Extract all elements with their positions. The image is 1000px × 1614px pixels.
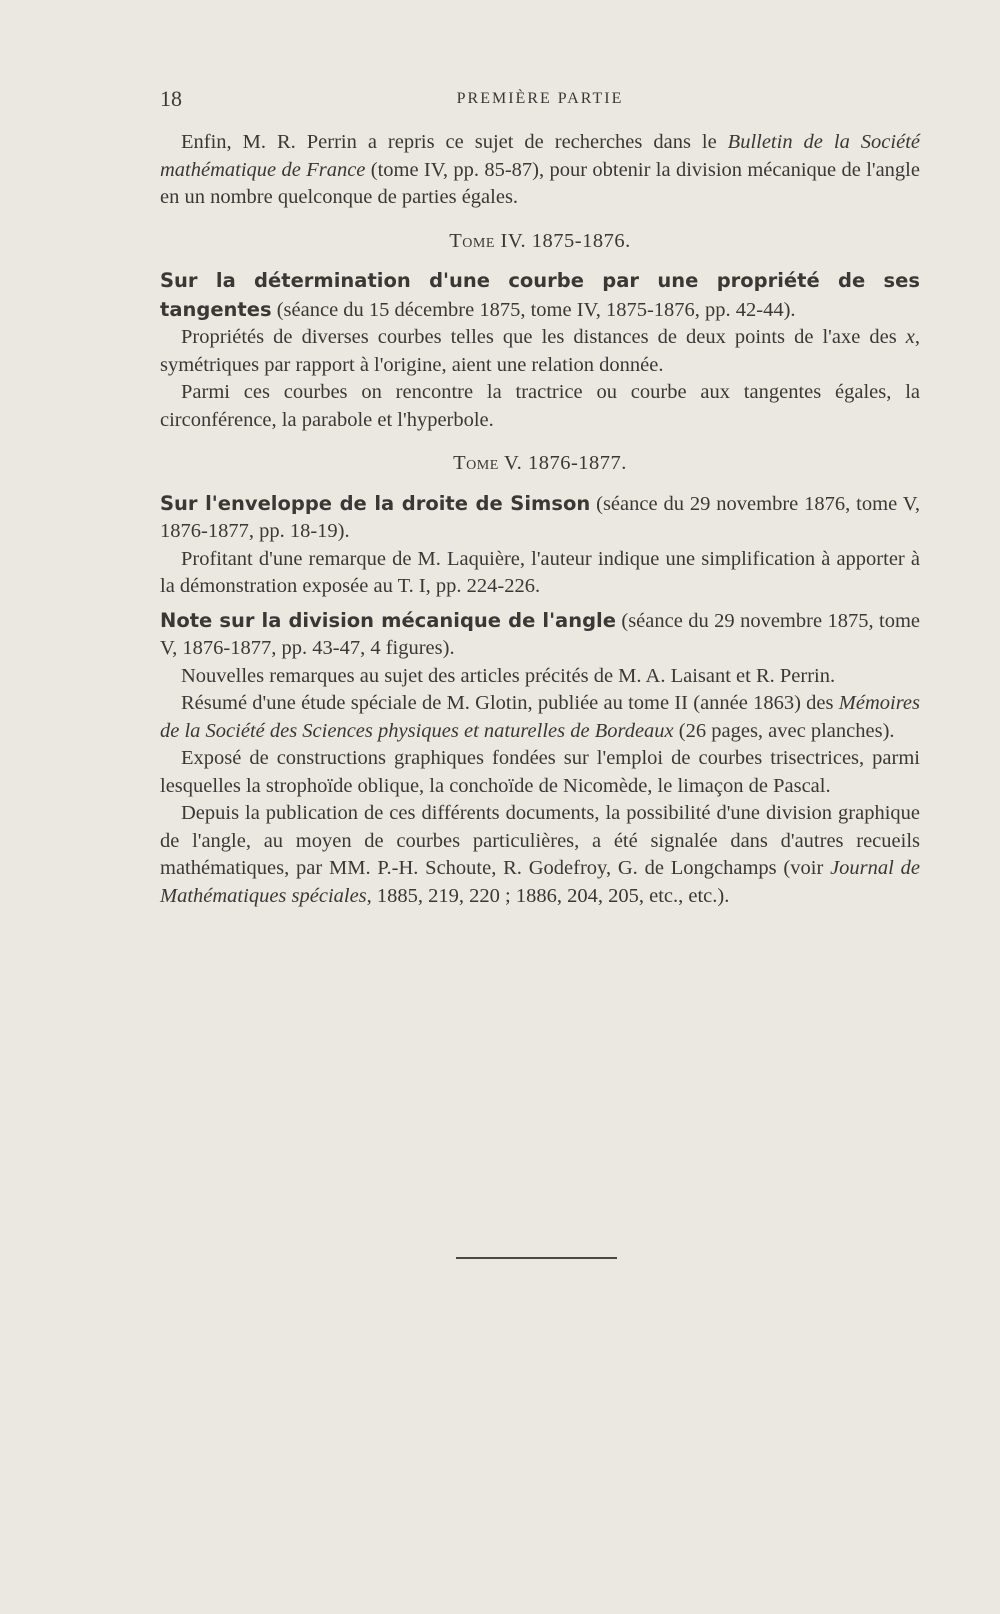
page-body xyxy=(160,129,920,910)
intro-paragraph: Enfin, M. R. Perrin a repris ce sujet de recherches dans le Bulletin de la Société mathématique de France (tome IV, pp. 85-87), pour obtenir la division mécanique de l'angle en un nombre quelconque de parties égales. xyxy=(160,131,920,208)
summary-paragraph: Parmi ces courbes on rencontre la tractrice ou courbe aux tangentes égales, la circonférence, la parabole et l'hyperbole. xyxy=(160,381,920,431)
section-divider xyxy=(456,1257,617,1259)
page-header xyxy=(160,86,920,116)
article-entry xyxy=(160,607,920,663)
article-title: Sur l'enveloppe de la droite de Simson xyxy=(160,491,591,515)
journal-title: Bulletin de la Société mathématique de France xyxy=(160,131,920,181)
article-reference: (séance du 15 décembre 1875, tome IV, 1875-1876, pp. 42-44). xyxy=(271,298,796,321)
tome-heading-v: Tome V. 1876-1877. xyxy=(453,452,627,474)
summary-paragraph: Exposé de constructions graphiques fondées sur l'emploi de courbes trisectrices, parmi lesquelles la strophoïde oblique, la conchoïde de Nicomède, le limaçon de Pascal. xyxy=(160,747,920,797)
summary-paragraph: Nouvelles remarques au sujet des articles précités de M. A. Laisant et R. Perrin. xyxy=(181,664,836,687)
summary-paragraph: Résumé d'une étude spéciale de M. Glotin, publiée au tome II (année 1863) des Mémoires de la Société des Sciences physiques et naturelles de Bordeaux (26 pages, avec planches). xyxy=(160,692,920,742)
journal-title: Mémoires de la Société des Sciences physiques et naturelles de Bordeaux xyxy=(160,692,920,742)
summary-paragraph: Profitant d'une remarque de M. Laquière, l'auteur indique une simplification à apporter à la démonstration exposée au T. I, pp. 224-226. xyxy=(160,547,920,597)
tome-heading-iv: Tome IV. 1875-1876. xyxy=(449,229,631,252)
summary-paragraph: Depuis la publication de ces différents documents, la possibilité d'une division graphique de l'angle, au moyen de courbes particulières, a été signalée dans d'autres recueils mathématiques, par MM. P.-H. Schoute, R. Godefroy, G. de Longchamps (voir Journal de Mathématiques spéciales, 1885, 219, 220 ; 1886, 204, 205, etc., etc.). xyxy=(160,802,920,907)
article-title: Sur la détermination d'une courbe par une propriété de ses tangentes xyxy=(160,269,920,321)
running-title: PREMIÈRE PARTIE xyxy=(456,90,624,107)
article-entry xyxy=(160,490,920,546)
page-number: 18 xyxy=(160,86,182,111)
journal-title: Journal de Mathématiques spéciales xyxy=(160,857,920,907)
article-reference: (séance du 29 novembre 1876, tome V, 1876-1877, pp. 18-19). xyxy=(160,492,920,542)
article-title: Note sur la division mécanique de l'angle xyxy=(160,608,616,632)
article-reference: (séance du 29 novembre 1875, tome V, 1876-1877, pp. 43-47, 4 figures). xyxy=(160,609,920,659)
article-entry xyxy=(160,267,920,324)
summary-paragraph: Propriétés de diverses courbes telles que les distances de deux points de l'axe des x, symétriques par rapport à l'origine, aient une relation donnée. xyxy=(160,326,920,376)
